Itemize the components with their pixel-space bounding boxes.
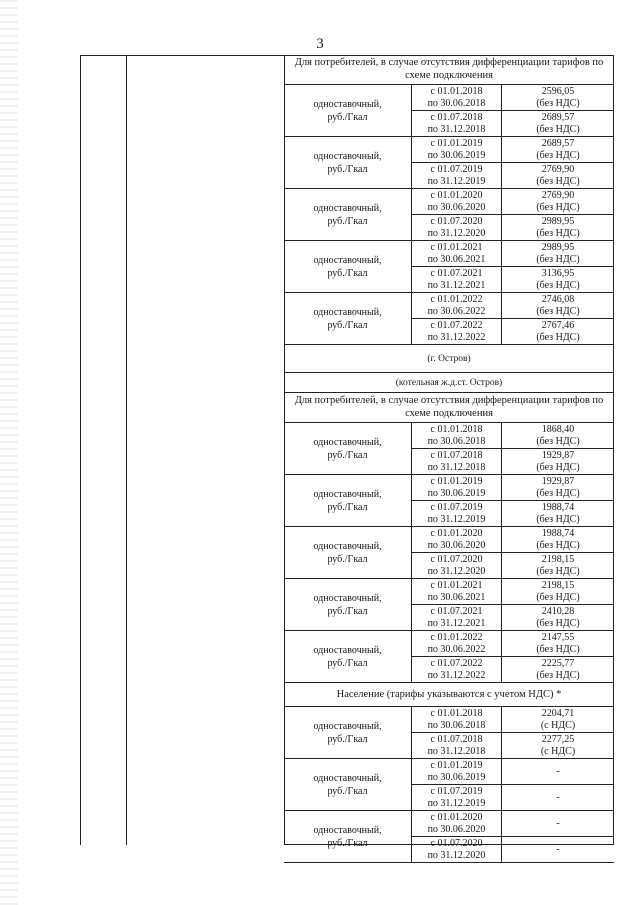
tariff-type-cell: [284, 241, 412, 292]
tariff-type-cell: [284, 293, 412, 344]
vat-note: (без НДС): [536, 591, 580, 603]
period-to: по 31.12.2022: [427, 331, 486, 343]
vat-note: (без НДС): [536, 487, 580, 499]
period-cell: [412, 137, 502, 162]
tariff-group-row: [284, 579, 614, 631]
tariff-value-cell: [502, 837, 614, 862]
period-cell: [412, 449, 502, 474]
section-group-list: [284, 85, 614, 345]
vat-note: (без НДС): [536, 123, 580, 135]
tariff-value-cell: [502, 423, 614, 448]
scan-edge-strip: [0, 0, 18, 905]
tariff-value-cell: [502, 163, 614, 188]
period-row: [412, 707, 614, 732]
period-row: [412, 500, 614, 526]
table-left-border: [80, 55, 81, 845]
period-to: по 31.12.2019: [427, 513, 486, 525]
tariff-value-cell: [502, 707, 614, 732]
tariff-type: одноставочный,: [313, 540, 382, 552]
tariff-group-row: [284, 423, 614, 475]
period-from: с 01.07.2019: [430, 785, 483, 797]
period-row: [412, 266, 614, 292]
vat-note: (без НДС): [536, 279, 580, 291]
tariff-type-cell: [284, 423, 412, 474]
period-row: [412, 527, 614, 552]
period-to: по 30.06.2018: [427, 97, 486, 109]
tariff-value-cell: [502, 811, 614, 836]
tariff-table: [80, 55, 614, 861]
period-cell: [412, 215, 502, 240]
period-row: [412, 85, 614, 110]
tariff-value-cell: [502, 293, 614, 318]
period-from: с 01.07.2018: [430, 111, 483, 123]
tariff-type-cell: [284, 85, 412, 136]
tariff-value-cell: [502, 189, 614, 214]
period-from: с 01.07.2018: [430, 449, 483, 461]
tariff-group-row: [284, 707, 614, 759]
tariff-value: 2147,55: [541, 631, 575, 643]
period-from: с 01.01.2019: [430, 475, 483, 487]
period-cell: [412, 631, 502, 656]
period-cell: [412, 733, 502, 758]
tariff-value: 2596,05: [541, 85, 575, 97]
tariff-value: 2689,57: [541, 111, 575, 123]
period-row: [412, 241, 614, 266]
tariff-unit: руб./Гкал: [327, 785, 368, 797]
period-from: с 01.01.2021: [430, 241, 483, 253]
tariff-group-row: [284, 137, 614, 189]
tariff-value: 2204,71: [541, 707, 575, 719]
period-list: [412, 475, 614, 526]
vat-note: (с НДС): [540, 719, 576, 731]
vat-note: (без НДС): [536, 643, 580, 655]
population-header: Население (тарифы указываются с учетом НДС) *: [284, 683, 614, 707]
period-cell: [412, 85, 502, 110]
period-to: по 30.06.2021: [427, 591, 486, 603]
period-cell: [412, 785, 502, 810]
period-to: по 31.12.2022: [427, 669, 486, 681]
period-row: [412, 214, 614, 240]
section-group-list: [284, 423, 614, 683]
section-header: Для потребителей, в случае отсутствия дифференциации тарифов по схеме подключения: [284, 393, 614, 423]
period-row: [412, 811, 614, 836]
period-cell: [412, 553, 502, 578]
period-from: с 01.01.2018: [430, 423, 483, 435]
period-cell: [412, 837, 502, 862]
tariff-type: одноставочный,: [313, 720, 382, 732]
tariff-value-cell: [502, 267, 614, 292]
period-row: [412, 579, 614, 604]
period-cell: [412, 111, 502, 136]
column-divider-1: [126, 55, 127, 845]
period-from: с 01.01.2020: [430, 811, 483, 823]
tariff-value-cell: [502, 215, 614, 240]
period-cell: [412, 241, 502, 266]
period-from: с 01.01.2022: [430, 293, 483, 305]
tariff-value-cell: [502, 527, 614, 552]
tariff-value: 2225,77: [541, 657, 575, 669]
period-from: с 01.01.2018: [430, 707, 483, 719]
period-row: [412, 836, 614, 862]
period-to: по 31.12.2021: [427, 279, 486, 291]
period-list: [412, 85, 614, 136]
period-list: [412, 189, 614, 240]
tariff-type: одноставочный,: [313, 150, 382, 162]
tariff-unit: руб./Гкал: [327, 605, 368, 617]
vat-note: (без НДС): [536, 669, 580, 681]
period-to: по 31.12.2021: [427, 617, 486, 629]
period-from: с 01.07.2019: [430, 163, 483, 175]
tariff-value: 1929,87: [541, 475, 575, 487]
period-to: по 30.06.2021: [427, 253, 486, 265]
period-list: [412, 759, 614, 810]
period-list: [412, 241, 614, 292]
vat-note: (без НДС): [536, 513, 580, 525]
vat-note: (без НДС): [536, 461, 580, 473]
tariff-group-row: [284, 475, 614, 527]
tariff-type: одноставочный,: [313, 436, 382, 448]
tariff-value: 1988,74: [541, 527, 575, 539]
period-row: [412, 656, 614, 682]
period-row: [412, 475, 614, 500]
period-to: по 30.06.2020: [427, 539, 486, 551]
tariff-type-cell: [284, 137, 412, 188]
tariff-unit: руб./Гкал: [327, 215, 368, 227]
period-to: по 31.12.2019: [427, 797, 486, 809]
vat-note: (без НДС): [536, 435, 580, 447]
period-row: [412, 189, 614, 214]
tariff-group-row: [284, 293, 614, 345]
tariff-value-cell: [502, 449, 614, 474]
period-from: с 01.01.2020: [430, 527, 483, 539]
tariff-value: -: [556, 817, 560, 829]
tariff-type-cell: [284, 189, 412, 240]
tariff-value: -: [556, 843, 560, 855]
tariff-value-cell: [502, 759, 614, 784]
period-row: [412, 552, 614, 578]
period-row: [412, 759, 614, 784]
tariff-value: 1868,40: [541, 423, 575, 435]
tariff-unit: руб./Гкал: [327, 837, 368, 849]
vat-note: (без НДС): [536, 331, 580, 343]
tariff-value-cell: [502, 137, 614, 162]
period-to: по 31.12.2018: [427, 461, 486, 473]
period-list: [412, 137, 614, 188]
tariff-unit: руб./Гкал: [327, 267, 368, 279]
period-to: по 30.06.2018: [427, 435, 486, 447]
period-to: по 30.06.2019: [427, 771, 486, 783]
tariff-group-row: [284, 241, 614, 293]
tariff-group-row: [284, 527, 614, 579]
tariff-value-cell: [502, 579, 614, 604]
period-list: [412, 527, 614, 578]
tariff-value-cell: [502, 605, 614, 630]
tariff-type: одноставочный,: [313, 644, 382, 656]
tariff-content: [284, 55, 614, 863]
tariff-value-cell: [502, 733, 614, 758]
tariff-value: 2989,95: [541, 241, 575, 253]
page-number: 3: [316, 36, 324, 52]
tariff-value: 2689,57: [541, 137, 575, 149]
period-list: [412, 707, 614, 758]
tariff-type-cell: [284, 579, 412, 630]
tariff-value-cell: [502, 501, 614, 526]
vat-note: (без НДС): [536, 539, 580, 551]
tariff-type: одноставочный,: [313, 772, 382, 784]
period-cell: [412, 475, 502, 500]
period-cell: [412, 163, 502, 188]
vat-note: (без НДС): [536, 97, 580, 109]
period-row: [412, 604, 614, 630]
vat-note: (без НДС): [536, 305, 580, 317]
vat-note: (без НДС): [536, 565, 580, 577]
tariff-unit: руб./Гкал: [327, 657, 368, 669]
tariff-value: 1988,74: [541, 501, 575, 513]
tariff-value: 2198,15: [541, 579, 575, 591]
period-to: по 31.12.2019: [427, 175, 486, 187]
period-from: с 01.07.2020: [430, 837, 483, 849]
tariff-value: -: [556, 765, 560, 777]
period-cell: [412, 423, 502, 448]
period-to: по 31.12.2020: [427, 849, 486, 861]
boiler-label: (котельная ж.д.ст. Остров): [284, 373, 614, 393]
period-cell: [412, 527, 502, 552]
period-list: [412, 293, 614, 344]
tariff-unit: руб./Гкал: [327, 449, 368, 461]
period-to: по 31.12.2018: [427, 123, 486, 135]
tariff-value-cell: [502, 785, 614, 810]
period-to: по 31.12.2020: [427, 227, 486, 239]
period-row: [412, 448, 614, 474]
period-from: с 01.07.2022: [430, 657, 483, 669]
tariff-value: 3136,95: [541, 267, 575, 279]
tariff-value-cell: [502, 475, 614, 500]
period-cell: [412, 579, 502, 604]
tariff-unit: руб./Гкал: [327, 163, 368, 175]
tariff-unit: руб./Гкал: [327, 319, 368, 331]
tariff-group-row: [284, 189, 614, 241]
period-cell: [412, 657, 502, 682]
tariff-type: одноставочный,: [313, 824, 382, 836]
period-row: [412, 732, 614, 758]
location-label: (г. Остров): [284, 345, 614, 373]
tariff-group-row: [284, 759, 614, 811]
tariff-value-cell: [502, 241, 614, 266]
tariff-type-cell: [284, 707, 412, 758]
vat-note: (с НДС): [540, 745, 576, 757]
tariff-value: 2767,46: [541, 319, 575, 331]
period-to: по 30.06.2019: [427, 149, 486, 161]
tariff-value-cell: [502, 631, 614, 656]
vat-note: (без НДС): [536, 227, 580, 239]
vat-note: (без НДС): [536, 253, 580, 265]
period-to: по 30.06.2020: [427, 823, 486, 835]
tariff-value-cell: [502, 657, 614, 682]
tariff-value-cell: [502, 85, 614, 110]
tariff-group-row: [284, 85, 614, 137]
tariff-value: 2769,90: [541, 189, 575, 201]
tariff-value: 1929,87: [541, 449, 575, 461]
tariff-value: 2410,28: [541, 605, 575, 617]
period-cell: [412, 605, 502, 630]
tariff-value: -: [556, 791, 560, 803]
period-row: [412, 110, 614, 136]
period-from: с 01.07.2021: [430, 605, 483, 617]
period-row: [412, 631, 614, 656]
tariff-type-cell: [284, 631, 412, 682]
vat-note: (без НДС): [536, 149, 580, 161]
period-to: по 30.06.2018: [427, 719, 486, 731]
period-row: [412, 784, 614, 810]
tariff-type: одноставочный,: [313, 306, 382, 318]
tariff-value-cell: [502, 553, 614, 578]
period-cell: [412, 319, 502, 344]
tariff-group-row: [284, 631, 614, 683]
period-from: с 01.01.2018: [430, 85, 483, 97]
tariff-group-row: [284, 811, 614, 863]
period-row: [412, 162, 614, 188]
period-list: [412, 811, 614, 862]
tariff-unit: руб./Гкал: [327, 501, 368, 513]
tariff-type-cell: [284, 759, 412, 810]
section-header: Для потребителей, в случае отсутствия дифференциации тарифов по схеме подключения: [284, 55, 614, 85]
vat-note: (без НДС): [536, 617, 580, 629]
period-from: с 01.07.2020: [430, 215, 483, 227]
period-row: [412, 423, 614, 448]
period-to: по 30.06.2022: [427, 643, 486, 655]
period-from: с 01.07.2019: [430, 501, 483, 513]
period-list: [412, 579, 614, 630]
period-row: [412, 318, 614, 344]
tariff-type: одноставочный,: [313, 98, 382, 110]
vat-note: (без НДС): [536, 201, 580, 213]
period-row: [412, 137, 614, 162]
period-list: [412, 631, 614, 682]
period-to: по 31.12.2018: [427, 745, 486, 757]
tariff-type: одноставочный,: [313, 202, 382, 214]
period-to: по 30.06.2019: [427, 487, 486, 499]
period-cell: [412, 707, 502, 732]
tariff-value-cell: [502, 319, 614, 344]
tariff-value-cell: [502, 111, 614, 136]
tariff-value: 2989,95: [541, 215, 575, 227]
tariff-type-cell: [284, 475, 412, 526]
period-to: по 30.06.2022: [427, 305, 486, 317]
period-from: с 01.07.2021: [430, 267, 483, 279]
period-to: по 31.12.2020: [427, 565, 486, 577]
tariff-value: 2769,90: [541, 163, 575, 175]
tariff-type-cell: [284, 811, 412, 862]
period-cell: [412, 759, 502, 784]
tariff-type: одноставочный,: [313, 488, 382, 500]
period-list: [412, 423, 614, 474]
period-cell: [412, 189, 502, 214]
period-from: с 01.07.2022: [430, 319, 483, 331]
period-cell: [412, 501, 502, 526]
period-cell: [412, 293, 502, 318]
section-group-list: [284, 707, 614, 863]
period-cell: [412, 811, 502, 836]
period-from: с 01.01.2020: [430, 189, 483, 201]
period-from: с 01.01.2022: [430, 631, 483, 643]
period-cell: [412, 267, 502, 292]
period-row: [412, 293, 614, 318]
tariff-type: одноставочный,: [313, 592, 382, 604]
period-to: по 30.06.2020: [427, 201, 486, 213]
period-from: с 01.07.2018: [430, 733, 483, 745]
tariff-type: одноставочный,: [313, 254, 382, 266]
tariff-value: 2277,25: [541, 733, 575, 745]
vat-note: (без НДС): [536, 175, 580, 187]
tariff-value: 2198,15: [541, 553, 575, 565]
period-from: с 01.07.2020: [430, 553, 483, 565]
period-from: с 01.01.2019: [430, 759, 483, 771]
period-from: с 01.01.2019: [430, 137, 483, 149]
tariff-unit: руб./Гкал: [327, 553, 368, 565]
period-from: с 01.01.2021: [430, 579, 483, 591]
tariff-unit: руб./Гкал: [327, 733, 368, 745]
tariff-unit: руб./Гкал: [327, 111, 368, 123]
tariff-type-cell: [284, 527, 412, 578]
tariff-value: 2746,08: [541, 293, 575, 305]
